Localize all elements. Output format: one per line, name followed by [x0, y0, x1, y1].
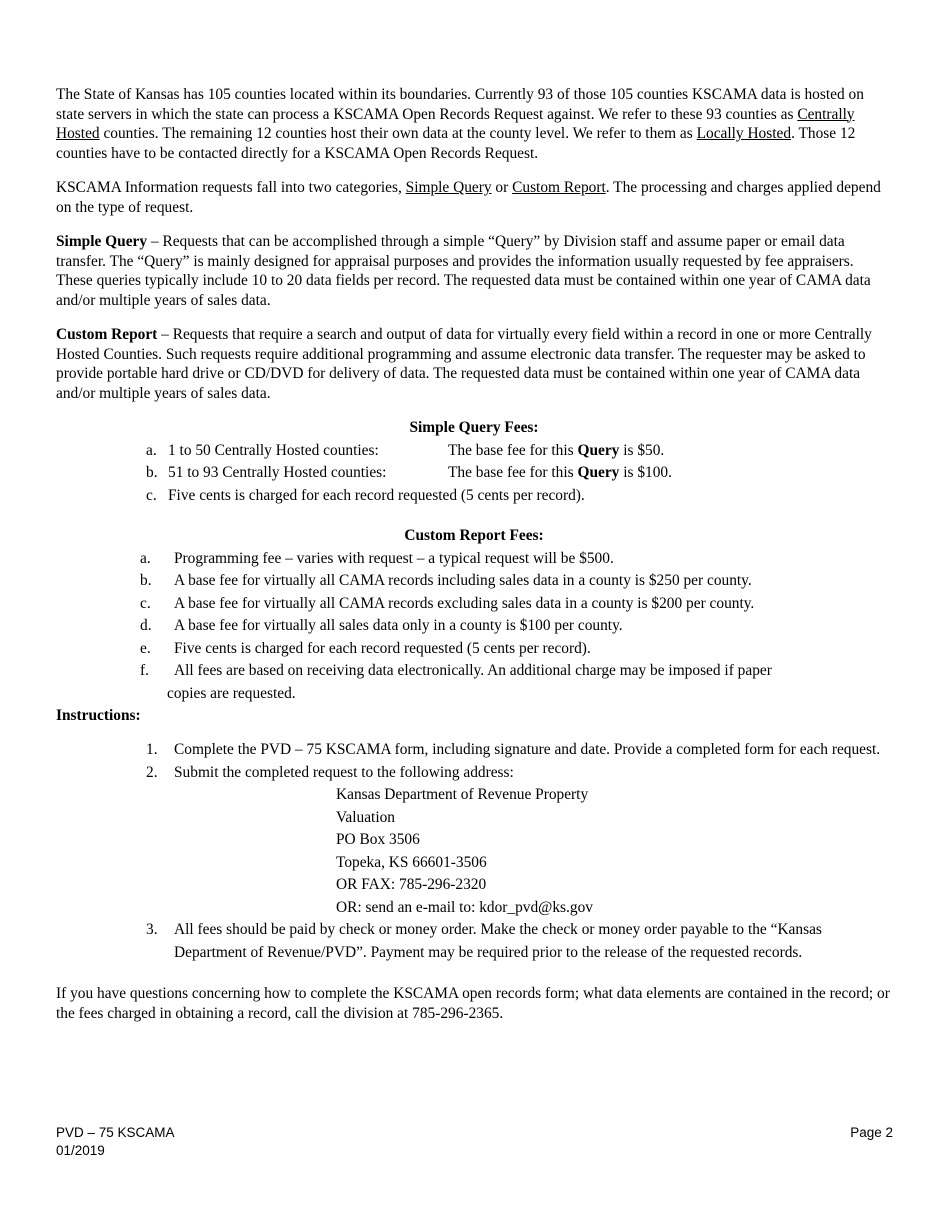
term-custom-report: Custom Report: [512, 179, 606, 196]
list-item: e. Five cents is charged for each record requested (5 cents per record).: [140, 639, 591, 657]
list-item: b. A base fee for virtually all CAMA records including sales data in a county is $250 per county.: [140, 572, 752, 589]
list-item: 2. Submit the completed request to the following address: Kansas Department of Revenue Property Valuation PO Box 3506 Topeka, KS 66601-3506 OR FAX: 785-296-2320 OR: send an e-mail to: kdor_pvd@ks.gov: [146, 762, 892, 920]
simple-query-fees-list: [146, 440, 892, 508]
mailing-address: Kansas Department of Revenue Property Valuation PO Box 3506 Topeka, KS 66601-3506 OR FAX: 785-296-2320 OR: send an e-mail to: kdor_pvd@ks.gov: [336, 784, 892, 919]
page-number: Page 2: [850, 1125, 893, 1140]
closing-paragraph: If you have questions concerning how to complete the KSCAMA open records form; what data elements are contained in the record; or the fees charged in obtaining a record, call the division at 785-296-2365.: [56, 985, 890, 1022]
term-locally-hosted: Locally Hosted: [696, 125, 792, 142]
intro-paragraph-hosting: The State of Kansas has 105 counties located within its boundaries. Currently 93 of those 105 counties KSCAMA data is hosted on state servers in which the state can process a KSCAMA Open Records Request against. We refer to these 93 counties as Centrally Hosted counties. The remaining 12 counties host their own data at the county level. We refer to them as Locally Hosted. Those 12 counties have to be contacted directly for a KSCAMA Open Records Request.: [56, 86, 864, 162]
instructions-heading: Instructions:: [56, 707, 141, 724]
footer-form-info: [56, 1124, 175, 1160]
form-date: 01/2019: [56, 1143, 105, 1158]
custom-report-fees-heading: Custom Report Fees:: [404, 527, 544, 544]
document-body: [56, 85, 892, 1038]
custom-report-definition: Custom Report – Requests that require a search and output of data for virtually every field within a record in one or more Centrally Hosted Counties. Such requests require additional programming and assume electronic data transfer. The requester may be asked to provide portable hard drive or CD/DVD for delivery of data. The requested data must be contained within one year of CAMA data and/or multiple years of sales data.: [56, 326, 872, 402]
list-item: b. 51 to 93 Centrally Hosted counties: The base fee for this Query is $100.: [146, 464, 672, 481]
custom-report-label: Custom Report: [56, 326, 158, 343]
form-id: PVD – 75 KSCAMA: [56, 1125, 175, 1140]
list-item: c. Five cents is charged for each record requested (5 cents per record).: [146, 486, 585, 504]
custom-report-fees-list: [140, 548, 892, 706]
simple-query-definition: Simple Query – Requests that can be accomplished through a simple “Query” by Division staff and assume paper or email data transfer. The “Query” is mainly designed for appraisal purposes and provides the information usually requested by fee appraisers. These queries typically include 10 to 20 data fields per record. The requested data must be contained within one year of CAMA data and/or multiple years of sales data.: [56, 233, 871, 309]
instructions-list: [146, 739, 892, 964]
intro-paragraph-categories: KSCAMA Information requests fall into two categories, Simple Query or Custom Report. The processing and charges applied depend on the type of request.: [56, 179, 881, 216]
simple-query-fees-heading: Simple Query Fees:: [409, 419, 539, 436]
term-simple-query: Simple Query: [405, 179, 492, 196]
email-address: OR: send an e-mail to: kdor_pvd@ks.gov: [336, 898, 593, 916]
term-centrally-hosted: Centrally Hosted: [56, 105, 855, 142]
list-item: d. A base fee for virtually all sales data only in a county is $100 per county.: [140, 617, 623, 634]
list-item: 3. All fees should be paid by check or money order. Make the check or money order payable to the “Kansas Department of Revenue/PVD”. Payment may be required prior to the release of the requested records.: [146, 921, 822, 961]
list-item: c. A base fee for virtually all CAMA records excluding sales data in a county is $200 per county.: [140, 594, 755, 612]
simple-query-label: Simple Query: [56, 233, 148, 250]
list-item: a. 1 to 50 Centrally Hosted counties: The base fee for this Query is $50.: [146, 441, 665, 459]
list-item: f. All fees are based on receiving data electronically. An additional charge may be imposed if paper copies are requested.: [140, 662, 772, 702]
list-item: 1. Complete the PVD – 75 KSCAMA form, including signature and date. Provide a completed form for each request.: [146, 741, 881, 758]
list-item: a. Programming fee – varies with request – a typical request will be $500.: [140, 549, 614, 567]
